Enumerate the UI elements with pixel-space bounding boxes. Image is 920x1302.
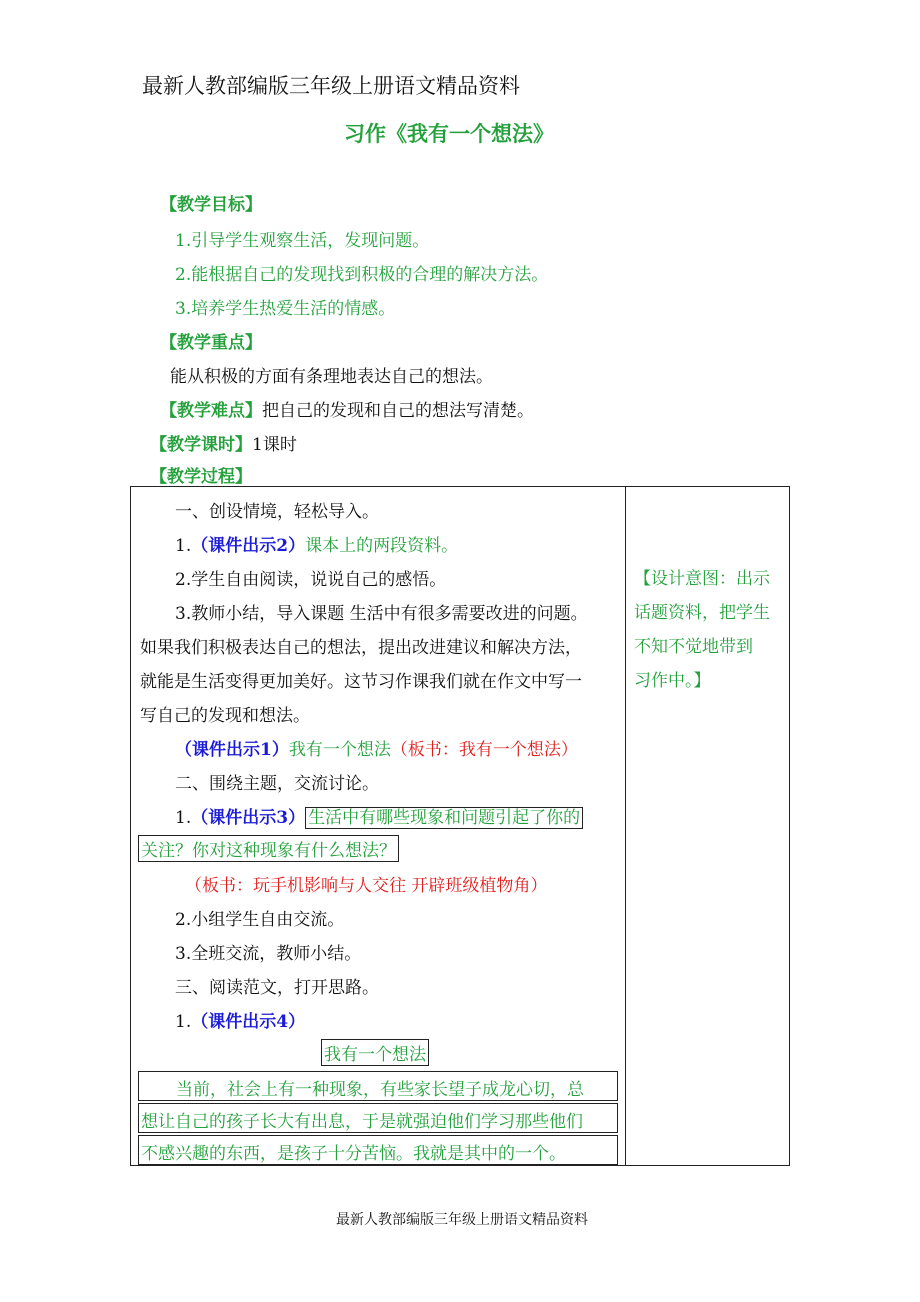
key-points-text: 能从积极的方面有条理地表达自己的想法。 (170, 367, 493, 387)
item-number: 1. (175, 808, 192, 828)
process-line (175, 803, 583, 828)
process-line: 3.教师小结，导入课题 生活中有很多需要改进的问题。 (175, 604, 588, 624)
process-heading: 【教学过程】 (150, 467, 252, 487)
blackboard-note: （板书：我有一个想法） (390, 740, 578, 760)
document-title: 习作《我有一个想法》 (344, 121, 554, 146)
process-line: 二、围绕主题，交流讨论。 (175, 774, 379, 794)
courseware-tag: （课件出示3） (191, 808, 306, 828)
item-number: 1. (175, 536, 192, 556)
courseware-tag: （课件出示2） (191, 536, 306, 556)
key-points-heading: 【教学重点】 (160, 333, 262, 353)
page-footer: 最新人教部编版三年级上册语文精品资料 (336, 1212, 588, 1228)
process-line: 就能是生活变得更加美好。这节习作课我们就在作文中写一 (140, 672, 582, 692)
design-intent-line: 【设计意图：出示 (634, 569, 770, 589)
difficulties-row (160, 396, 534, 421)
item-number: 1. (175, 1012, 192, 1032)
sample-essay-line: 不感兴趣的东西，是孩子十分苦恼。我就是其中的一个。 (141, 1144, 566, 1164)
process-line (175, 531, 458, 556)
boxed-question: 关注？你对这种现象有什么想法？ (138, 835, 399, 862)
objectives-heading: 【教学目标】 (160, 195, 262, 215)
objective-item: 3.培养学生热爱生活的情感。 (175, 299, 396, 319)
process-line: 写自己的发现和想法。 (140, 706, 310, 726)
difficulties-text: 把自己的发现和自己的想法写清楚。 (262, 401, 534, 421)
design-intent-line: 不知不觉地带到 (634, 637, 753, 657)
hours-heading: 【教学课时】 (150, 435, 252, 455)
objective-item: 2.能根据自己的发现找到积极的合理的解决方法。 (175, 265, 549, 285)
process-line: 3.全班交流，教师小结。 (175, 944, 362, 964)
process-line: 2.学生自由阅读，说说自己的感悟。 (175, 570, 447, 590)
process-line (175, 1007, 305, 1032)
courseware-tag: （课件出示1） (175, 740, 289, 760)
design-intent-line: 习作中。】 (634, 671, 711, 691)
table-divider (625, 486, 626, 1166)
courseware-text: 我有一个想法 (288, 740, 391, 760)
process-line: 2.小组学生自由交流。 (175, 910, 345, 930)
objective-item: 1.引导学生观察生活，发现问题。 (175, 231, 430, 251)
sample-essay-title: 我有一个想法 (321, 1039, 429, 1066)
design-intent-line: 话题资料，把学生 (634, 603, 770, 623)
process-line: 一、创设情境，轻松导入。 (175, 502, 379, 522)
hours-text: 1课时 (252, 435, 297, 455)
courseware-text: 课本上的两段资料。 (305, 536, 459, 556)
blackboard-note: （板书：玩手机影响与人交往 开辟班级植物角） (185, 876, 548, 896)
courseware-tag: （课件出示4） (191, 1012, 306, 1032)
page-header: 最新人教部编版三年级上册语文精品资料 (142, 74, 520, 98)
hours-row (150, 430, 297, 455)
sample-essay-line: 想让自己的孩子长大有出息，于是就强迫他们学习那些他们 (141, 1112, 583, 1132)
difficulties-heading: 【教学难点】 (160, 401, 262, 421)
process-line (175, 735, 578, 760)
process-line: 三、阅读范文，打开思路。 (175, 978, 379, 998)
sample-essay-line: 当前，社会上有一种现象，有些家长望子成龙心切，总 (176, 1080, 584, 1100)
process-line: 如果我们积极表达自己的想法，提出改进建议和解决方法， (140, 638, 582, 658)
boxed-question: 生活中有哪些现象和问题引起了你的 (305, 807, 583, 829)
